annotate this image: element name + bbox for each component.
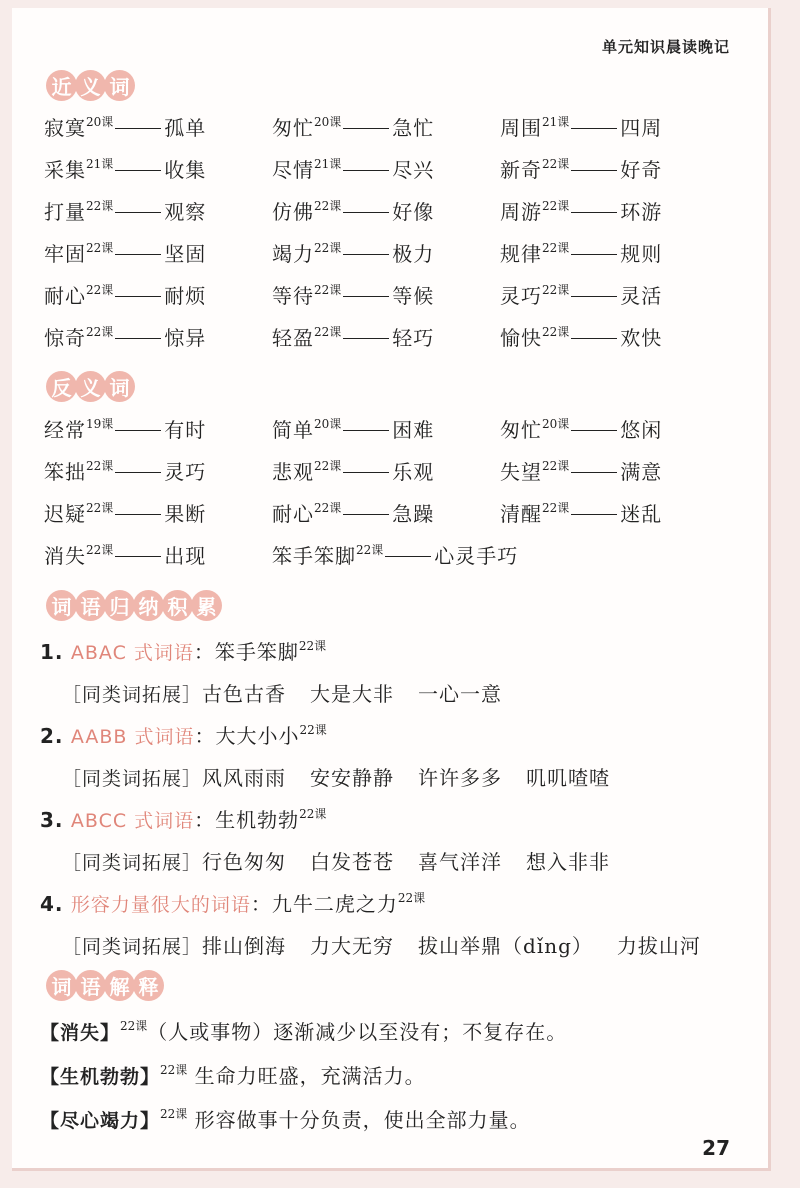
explanation-item [40, 1060, 426, 1089]
word-row [44, 112, 744, 148]
paired-word: 出现 [164, 544, 207, 568]
title-char: 义 [75, 371, 106, 402]
paired-word: 急忙 [392, 116, 435, 140]
dash [343, 338, 389, 339]
word-pair [272, 280, 434, 309]
word-pair [44, 280, 206, 309]
word: 轻盈 [272, 326, 314, 350]
word: 消失 [44, 544, 86, 568]
word-row [44, 154, 744, 190]
dash [343, 514, 389, 515]
explanation-item [40, 1016, 567, 1045]
dash [115, 338, 161, 339]
word-pair [44, 322, 206, 351]
dash [571, 254, 617, 255]
word-row [44, 322, 744, 358]
word: 灵巧 [500, 284, 542, 308]
word-pair [500, 112, 662, 141]
title-char: 义 [75, 70, 106, 101]
paired-word: 规则 [620, 242, 663, 266]
word: 打量 [44, 200, 86, 224]
word: 耐心 [44, 284, 86, 308]
synonyms-title [46, 70, 133, 101]
title-char: 纳 [133, 590, 164, 621]
title-char: 解 [104, 970, 135, 1001]
word-pair [272, 238, 434, 267]
word: 笨拙 [44, 460, 86, 484]
item-label: AABB 式词语 [70, 726, 195, 748]
summary-item [40, 636, 326, 665]
dash [115, 212, 161, 213]
definition: 形容做事十分负责，使出全部力量。 [187, 1108, 531, 1132]
word-pair [44, 154, 206, 183]
lesson-tag: 22课 [86, 241, 114, 255]
lesson-tag: 22课 [314, 283, 342, 297]
dash [343, 170, 389, 171]
word: 经常 [44, 418, 86, 442]
extension-line [62, 846, 634, 875]
word-pair [272, 112, 434, 141]
word-pair [500, 280, 662, 309]
lesson-tag: 22课 [542, 501, 570, 515]
lesson-tag: 21课 [314, 157, 342, 171]
paired-word: 坚固 [164, 242, 207, 266]
item-example: 九牛二虎之力 [271, 892, 398, 916]
item-example: 笨手笨脚 [214, 640, 299, 664]
word: 尽情 [272, 158, 314, 182]
dash [385, 556, 431, 557]
colon: ： [194, 724, 216, 748]
lesson-tag: 19课 [86, 417, 114, 431]
explanation-item [40, 1104, 531, 1133]
paired-word: 乐观 [392, 460, 435, 484]
word-pair [500, 196, 662, 225]
paired-word: 好奇 [620, 158, 663, 182]
paired-word: 困难 [392, 418, 435, 442]
word: 简单 [272, 418, 314, 442]
word: 采集 [44, 158, 86, 182]
lesson-tag: 22课 [298, 639, 327, 653]
word: 惊奇 [44, 326, 86, 350]
word-pair [500, 154, 662, 183]
word-row [44, 280, 744, 316]
summary-title [46, 590, 220, 621]
dash [343, 472, 389, 473]
word-pair [44, 498, 206, 527]
paired-word: 灵巧 [164, 460, 207, 484]
lesson-tag: 22课 [86, 543, 114, 557]
paired-word: 轻巧 [392, 326, 435, 350]
word: 清醒 [500, 502, 542, 526]
lesson-tag: 22课 [314, 241, 342, 255]
dash [343, 212, 389, 213]
paired-word: 满意 [620, 460, 663, 484]
word-pair [44, 456, 206, 485]
item-number: 3. [40, 808, 64, 832]
word: 耐心 [272, 502, 314, 526]
dash [115, 128, 161, 129]
paired-word: 欢快 [620, 326, 663, 350]
word-row [44, 414, 744, 450]
dash [343, 430, 389, 431]
word-pair [272, 414, 434, 443]
lesson-tag: 22课 [314, 501, 342, 515]
dash [571, 514, 617, 515]
word: 周游 [500, 200, 542, 224]
item-number: 1. [40, 640, 64, 664]
paired-word: 迷乱 [620, 502, 663, 526]
dash [115, 514, 161, 515]
word: 愉快 [500, 326, 542, 350]
word: 仿佛 [272, 200, 314, 224]
word-pair [272, 498, 434, 527]
colon: ： [250, 892, 272, 916]
word-pair [44, 540, 206, 569]
paired-word: 尽兴 [392, 158, 435, 182]
lesson-tag: 21课 [542, 115, 570, 129]
lesson-tag: 22课 [314, 459, 342, 473]
word: 笨手笨脚 [272, 544, 356, 568]
word-row [44, 498, 744, 534]
dash [115, 556, 161, 557]
paired-word: 好像 [392, 200, 435, 224]
lesson-tag: 22课 [542, 199, 570, 213]
extension-word: 喜气洋洋 [418, 850, 503, 874]
title-char: 词 [104, 371, 135, 402]
lesson-tag: 22课 [542, 157, 570, 171]
lesson-tag: 22课 [397, 891, 426, 905]
paired-word: 果断 [164, 502, 207, 526]
dash [115, 430, 161, 431]
lesson-tag: 22课 [299, 723, 327, 737]
word-pair [500, 238, 662, 267]
word-pair [272, 540, 518, 569]
lesson-tag: 22课 [86, 283, 114, 297]
extension-word: 力大无穷 [310, 934, 395, 958]
lesson-tag: 22课 [86, 325, 114, 339]
paired-word: 急躁 [392, 502, 435, 526]
extension-label: ［同类词拓展］ [62, 852, 203, 874]
paired-word: 耐烦 [164, 284, 207, 308]
dash [115, 472, 161, 473]
item-number: 2. [40, 724, 64, 748]
lesson-tag: 21课 [86, 157, 114, 171]
paired-word: 心灵手巧 [434, 544, 519, 568]
dash [343, 254, 389, 255]
extension-word: 安安静静 [310, 766, 395, 790]
word-pair [500, 322, 662, 351]
extension-word: 白发苍苍 [310, 850, 395, 874]
dash [571, 212, 617, 213]
word-pair [272, 322, 434, 351]
word-pair [500, 456, 662, 485]
title-char: 归 [104, 590, 135, 621]
lesson-tag: 20课 [86, 115, 114, 129]
lesson-tag: 20课 [542, 417, 570, 431]
extension-word: 叽叽喳喳 [526, 766, 611, 790]
extension-word: 拔山举鼎（dǐng） [418, 934, 593, 958]
title-char: 词 [104, 70, 135, 101]
summary-item [40, 720, 327, 749]
extension-word: 行色匆匆 [202, 850, 287, 874]
colon: ： [194, 808, 216, 832]
page-header: 单元知识晨读晚记 [601, 38, 730, 56]
antonyms-title [46, 371, 133, 402]
word: 迟疑 [44, 502, 86, 526]
term: 【消失】 [40, 1022, 121, 1044]
dash [571, 430, 617, 431]
dash [343, 128, 389, 129]
lesson-tag: 22课 [86, 459, 114, 473]
extension-line [62, 930, 725, 959]
dash [571, 170, 617, 171]
lesson-tag: 20课 [314, 115, 342, 129]
lesson-tag: 22课 [120, 1019, 148, 1033]
word: 悲观 [272, 460, 314, 484]
colon: ： [193, 640, 215, 664]
extension-label: ［同类词拓展］ [62, 936, 203, 958]
definition: （人或事物）逐渐减少以至没有；不复存在。 [147, 1020, 568, 1044]
lesson-tag: 22课 [542, 241, 570, 255]
title-char: 词 [46, 970, 77, 1001]
extension-label: ［同类词拓展］ [62, 768, 203, 790]
lesson-tag: 22课 [299, 807, 327, 821]
paired-word: 极力 [392, 242, 435, 266]
word-pair [500, 414, 662, 443]
item-label: ABCC 式词语 [70, 810, 195, 832]
extension-word: 古色古香 [202, 682, 287, 706]
item-number: 4. [40, 892, 64, 916]
word: 竭力 [272, 242, 314, 266]
word: 规律 [500, 242, 542, 266]
extension-label: ［同类词拓展］ [62, 684, 203, 706]
dash [115, 254, 161, 255]
paired-word: 惊异 [164, 326, 207, 350]
title-char: 累 [191, 590, 222, 621]
word-pair [272, 154, 434, 183]
paired-word: 收集 [164, 158, 207, 182]
word-row [44, 238, 744, 274]
word: 失望 [500, 460, 542, 484]
word: 新奇 [500, 158, 542, 182]
dash [115, 296, 161, 297]
dash [571, 128, 617, 129]
item-example: 大大小小 [215, 724, 300, 748]
paired-word: 四周 [620, 116, 663, 140]
word-pair [500, 498, 662, 527]
title-char: 释 [133, 970, 164, 1001]
extension-word: 风风雨雨 [202, 766, 287, 790]
lesson-tag: 22课 [160, 1063, 188, 1077]
lesson-tag: 20课 [314, 417, 342, 431]
paired-word: 环游 [620, 200, 663, 224]
item-label: 形容力量很大的词语 [70, 894, 251, 916]
word: 匆忙 [500, 418, 542, 442]
lesson-tag: 22课 [542, 459, 570, 473]
extension-line [62, 678, 526, 707]
word-pair [272, 456, 434, 485]
term: 【尽心竭力】 [40, 1110, 161, 1132]
word-pair [44, 196, 206, 225]
summary-item [40, 804, 326, 833]
word: 周围 [500, 116, 542, 140]
lesson-tag: 22课 [160, 1107, 188, 1121]
title-char: 语 [75, 970, 106, 1001]
explanations-title [46, 970, 162, 1001]
lesson-tag: 22课 [542, 325, 570, 339]
lesson-tag: 22课 [356, 543, 384, 557]
word: 寂寞 [44, 116, 86, 140]
item-label: ABAC 式词语 [70, 642, 194, 664]
word-pair [44, 238, 206, 267]
title-char: 积 [162, 590, 193, 621]
title-char: 语 [75, 590, 106, 621]
lesson-tag: 22课 [86, 199, 114, 213]
definition: 生命力旺盛，充满活力。 [187, 1064, 426, 1088]
title-char: 近 [46, 70, 77, 101]
word-pair [44, 414, 206, 443]
item-example: 生机勃勃 [215, 808, 300, 832]
extension-word: 许许多多 [418, 766, 503, 790]
extension-word: 想入非非 [526, 850, 611, 874]
paired-word: 灵活 [620, 284, 663, 308]
term: 【生机勃勃】 [40, 1066, 161, 1088]
lesson-tag: 22课 [314, 325, 342, 339]
extension-word: 大是大非 [310, 682, 395, 706]
lesson-tag: 22课 [86, 501, 114, 515]
paired-word: 观察 [164, 200, 207, 224]
extension-line [62, 762, 634, 791]
page-number: 27 [702, 1136, 730, 1160]
paired-word: 孤单 [164, 116, 207, 140]
word-row [44, 456, 744, 492]
word-pair [272, 196, 434, 225]
paired-word: 有时 [164, 418, 207, 442]
dash [571, 296, 617, 297]
word: 牢固 [44, 242, 86, 266]
word-row [44, 196, 744, 232]
word: 匆忙 [272, 116, 314, 140]
dash [571, 472, 617, 473]
extension-word: 排山倒海 [202, 934, 287, 958]
word-pair [44, 112, 206, 141]
paired-word: 悠闲 [620, 418, 663, 442]
paired-word: 等候 [392, 284, 435, 308]
dash [571, 338, 617, 339]
word: 等待 [272, 284, 314, 308]
word-row [44, 540, 744, 576]
title-char: 词 [46, 590, 77, 621]
dash [115, 170, 161, 171]
extension-word: 一心一意 [418, 682, 503, 706]
lesson-tag: 22课 [542, 283, 570, 297]
dash [343, 296, 389, 297]
lesson-tag: 22课 [314, 199, 342, 213]
title-char: 反 [46, 371, 77, 402]
summary-item [40, 888, 425, 917]
extension-word: 力拔山河 [616, 934, 701, 958]
